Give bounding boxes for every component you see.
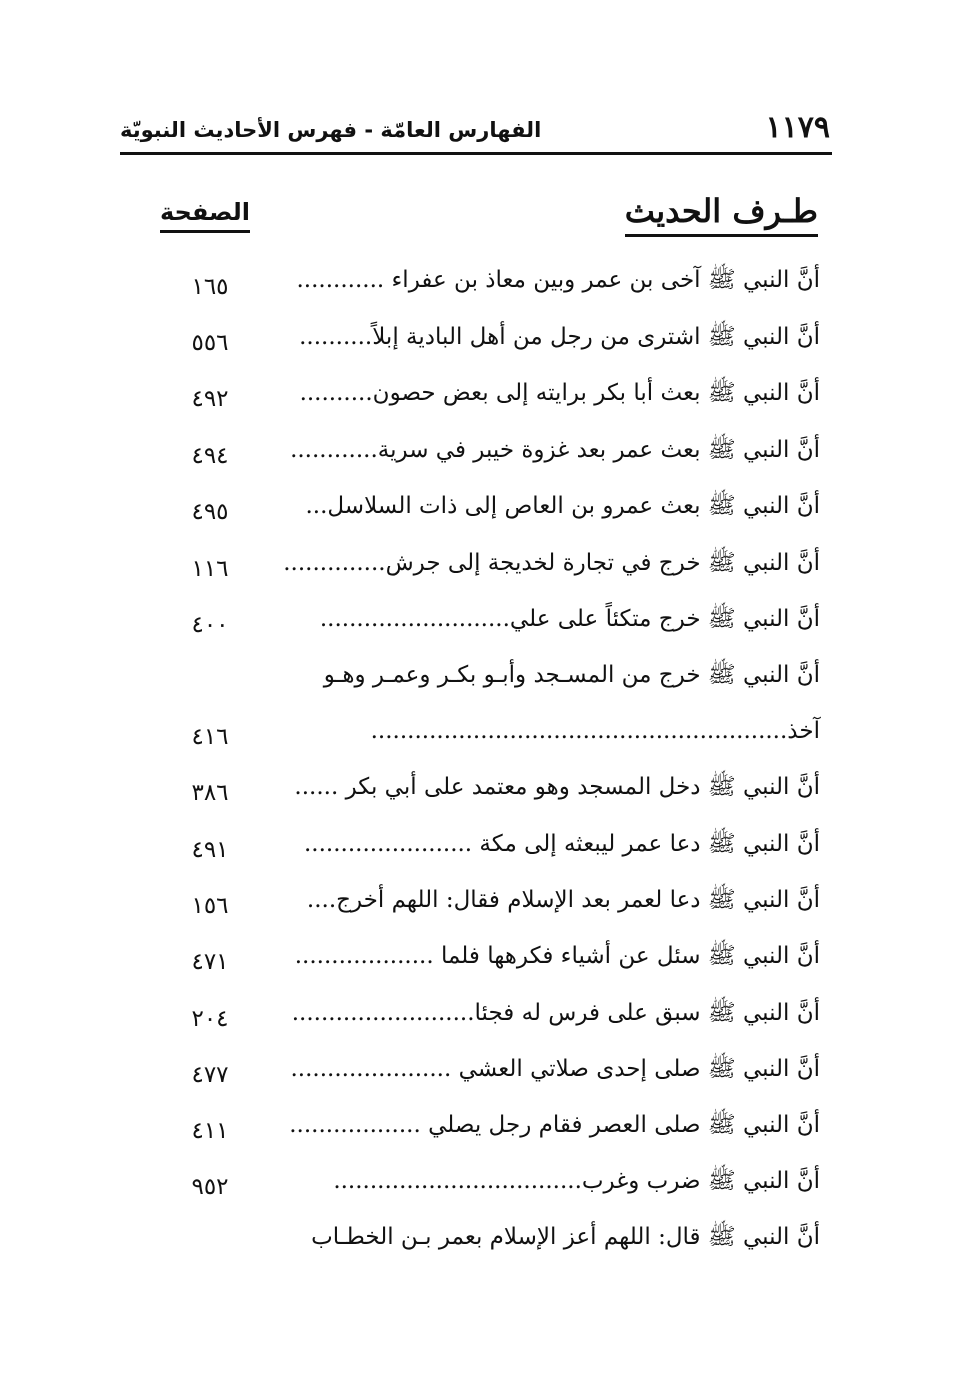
entry-text: أنَّ النبي ﷺ سئل عن أشياء فكرهها فلما ................... bbox=[294, 943, 820, 969]
entry-page: ١٥٦ bbox=[191, 893, 229, 919]
entry-page: ٩٥٢ bbox=[191, 1174, 229, 1200]
entry-text: أنَّ النبي ﷺ آخى بن عمر وبين معاذ بن عفراء ............ bbox=[296, 267, 820, 293]
entry-text: أنَّ النبي ﷺ دخل المسجد وهو معتمد على أبي بكر ...... bbox=[294, 774, 820, 800]
entry-page: ١١٦ bbox=[191, 556, 229, 582]
entry-text: أنَّ النبي ﷺ دعا لعمر بعد الإسلام فقال: اللهم أخرج.... bbox=[306, 887, 820, 913]
entry-page: ٤٩٢ bbox=[191, 386, 229, 412]
entry-text: آخذ......................................................... bbox=[370, 718, 820, 744]
entry-text: أنَّ النبي ﷺ سبق على فرس له فجئا......................... bbox=[291, 1000, 820, 1026]
column-heading-hadith: طـرف الحديث bbox=[625, 192, 818, 237]
entry-page: ١٦٥ bbox=[191, 274, 229, 300]
entry-text: أنَّ النبي ﷺ دعا عمر ليبعثه إلى مكة ....................... bbox=[303, 831, 820, 857]
entry-text: أنَّ النبي ﷺ بعث أبا بكر برايته إلى بعض حصون.......... bbox=[299, 380, 820, 406]
entry-page: ٤٩٤ bbox=[191, 443, 229, 469]
page-number: ١١٧٩ bbox=[765, 110, 830, 145]
entry-page: ٤٠٠ bbox=[191, 612, 229, 638]
entry-text: أنَّ النبي ﷺ اشترى من رجل من أهل البادية إبلاً.......... bbox=[299, 324, 820, 350]
entry-page: ٤٧٧ bbox=[191, 1062, 229, 1088]
entry-text: أنَّ النبي ﷺ خرج من المسـجد وأبـو بكـر وعمـر وهـو bbox=[323, 662, 820, 688]
entry-text: أنَّ النبي ﷺ صلى العصر فقام رجل يصلي .................. bbox=[289, 1112, 820, 1138]
entry-text: أنَّ النبي ﷺ بعث عمر بعد غزوة خيبر في سرية............ bbox=[290, 437, 820, 463]
entry-page: ٤١٦ bbox=[191, 724, 229, 750]
entry-page: ٥٥٦ bbox=[191, 330, 229, 356]
entry-text: أنَّ النبي ﷺ خرج في تجارة لخديجة إلى جرش.............. bbox=[283, 550, 820, 576]
entry-page: ٢٠٤ bbox=[191, 1006, 229, 1032]
entry-page: ٤٩٥ bbox=[191, 499, 229, 525]
column-heading-page: الصفحة bbox=[160, 198, 250, 233]
entry-text: أنَّ النبي ﷺ خرج متكئاً على علي.......................... bbox=[319, 606, 820, 632]
entry-page: ٣٨٦ bbox=[191, 780, 229, 806]
entry-page: ٤٧١ bbox=[191, 949, 229, 975]
entry-page: ٤١١ bbox=[191, 1118, 229, 1144]
entry-text: أنَّ النبي ﷺ بعث عمرو بن العاص إلى ذات السلاسل... bbox=[305, 493, 820, 519]
entry-page bbox=[180, 656, 240, 706]
entry-text: أنَّ النبي ﷺ قال: اللهم أعز الإسلام بعمر بـن الخطـاب bbox=[311, 1224, 820, 1250]
entry-text: أنَّ النبي ﷺ صلى إحدى صلاتي العشي ...................... bbox=[290, 1056, 820, 1082]
entry-page: ٤٩١ bbox=[191, 837, 229, 863]
entry-page bbox=[180, 1218, 240, 1268]
entry-text: أنَّ النبي ﷺ ضرب وغرب.................................. bbox=[333, 1168, 820, 1194]
running-title: الفهارس العامّة - فهرس الأحاديث النبويّة bbox=[120, 118, 542, 142]
